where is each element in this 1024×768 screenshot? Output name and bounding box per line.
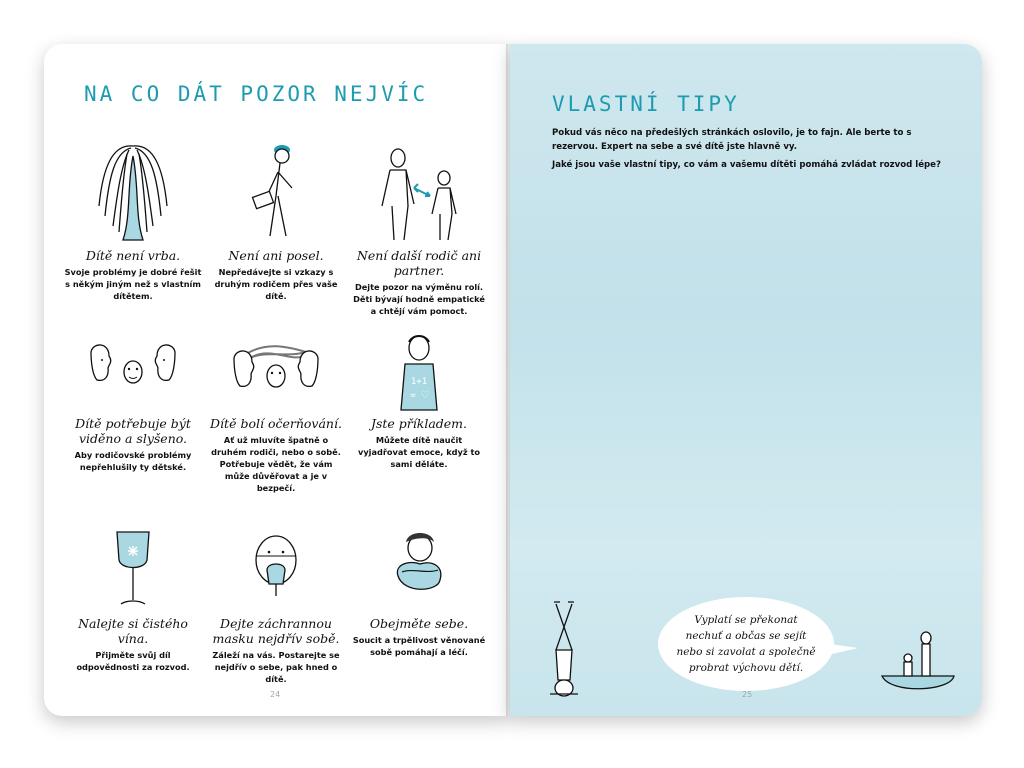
speech-bubble-text: Vyplatí se překonat nechuť a občas se sejít nebo si zavolat a společně probrat výchovu dětí. <box>676 614 816 674</box>
tip-card-3 <box>350 136 488 317</box>
right-page <box>510 44 982 716</box>
scribble-faces-icon <box>226 332 326 412</box>
boat-figures-icon <box>878 630 958 700</box>
oxygen-mask-icon <box>241 526 311 612</box>
tip-card-4 <box>64 332 202 473</box>
bubble-tail-icon <box>830 642 860 656</box>
tip-text: Nepředávejte si vzkazy s druhým rodičem přes vaše dítě. <box>214 267 338 301</box>
tip-caption: Dítě bolí očerňování. <box>210 416 342 431</box>
tip-card-6 <box>350 332 488 470</box>
tip-card-1 <box>64 136 202 302</box>
messenger-icon <box>236 136 316 244</box>
tip-card-7 <box>64 526 202 673</box>
upside-down-figure-icon <box>542 600 586 700</box>
tip-text: Soucit a trpělivost věnované sobě pomáhají a léčí. <box>352 635 486 657</box>
tip-caption: Nalejte si čistého vína. <box>78 616 188 646</box>
tip-card-8 <box>207 526 345 685</box>
role-swap-icon <box>374 136 464 244</box>
tip-caption: Není další rodič ani partner. <box>356 248 482 278</box>
math-text: 1+1 <box>410 377 428 387</box>
tip-caption: Dítě není vrba. <box>85 248 181 263</box>
tip-text: Svoje problémy je dobré řešit s někým jiným než s vlastním dítětem. <box>64 267 202 301</box>
willow-tree-icon <box>93 136 173 244</box>
page-number-left: 24 <box>270 690 281 699</box>
wine-glass-icon <box>103 526 163 612</box>
example-person-icon <box>379 332 459 412</box>
tip-text: Přijměte svůj díl odpovědnosti za rozvod. <box>76 650 190 672</box>
tip-caption: Není ani posel. <box>228 248 324 263</box>
left-page-title: NA CO DÁT POZOR NEJVÍC <box>84 82 429 106</box>
faces-icon <box>83 332 183 412</box>
tip-text: Aby rodičovské problémy nepřehlušily ty dětské. <box>74 450 192 472</box>
question-paragraph: Jaké jsou vaše vlastní tipy, co vám a vašemu dítěti pomáhá zvládat rozvod lépe? <box>552 160 942 170</box>
tip-text: Ať už mluvíte špatně o druhém rodiči, nebo o sobě. Potřebuje vědět, že vám může důvěřovat a je v bezpečí. <box>211 435 341 493</box>
equals-text: = <box>410 391 416 401</box>
tip-text: Dejte pozor na výměnu rolí. Děti bývají hodně empatické a chtějí vám pomoct. <box>353 282 485 316</box>
self-hug-icon <box>384 526 454 612</box>
tip-caption: Jste příkladem. <box>370 416 468 431</box>
tip-card-5 <box>207 332 345 494</box>
left-page <box>44 44 508 716</box>
speech-bubble <box>658 597 834 691</box>
intro-paragraph: Pokud vás něco na předešlých stránkách oslovilo, je to fajn. Ale berte to s rezervou. Expert na sebe a své dítě jste hlavně vy. <box>552 128 912 152</box>
tip-text: Můžete dítě naučit vyjadřovat emoce, když to sami děláte. <box>357 435 481 469</box>
page-number-right: 25 <box>742 690 753 699</box>
tip-caption: Obejměte sebe. <box>369 616 469 631</box>
tip-card-2 <box>207 136 345 302</box>
tip-caption: Dejte záchrannou masku nejdřív sobě. <box>212 616 340 646</box>
tip-text: Záleží na vás. Postarejte se nejdřív o sebe, pak hned o dítě. <box>212 650 340 684</box>
tip-card-9 <box>350 526 488 658</box>
right-page-title: VLASTNÍ TIPY <box>552 92 740 116</box>
tip-caption: Dítě potřebuje být viděno a slyšeno. <box>75 416 191 446</box>
heart-icon: ♡ <box>420 390 430 401</box>
